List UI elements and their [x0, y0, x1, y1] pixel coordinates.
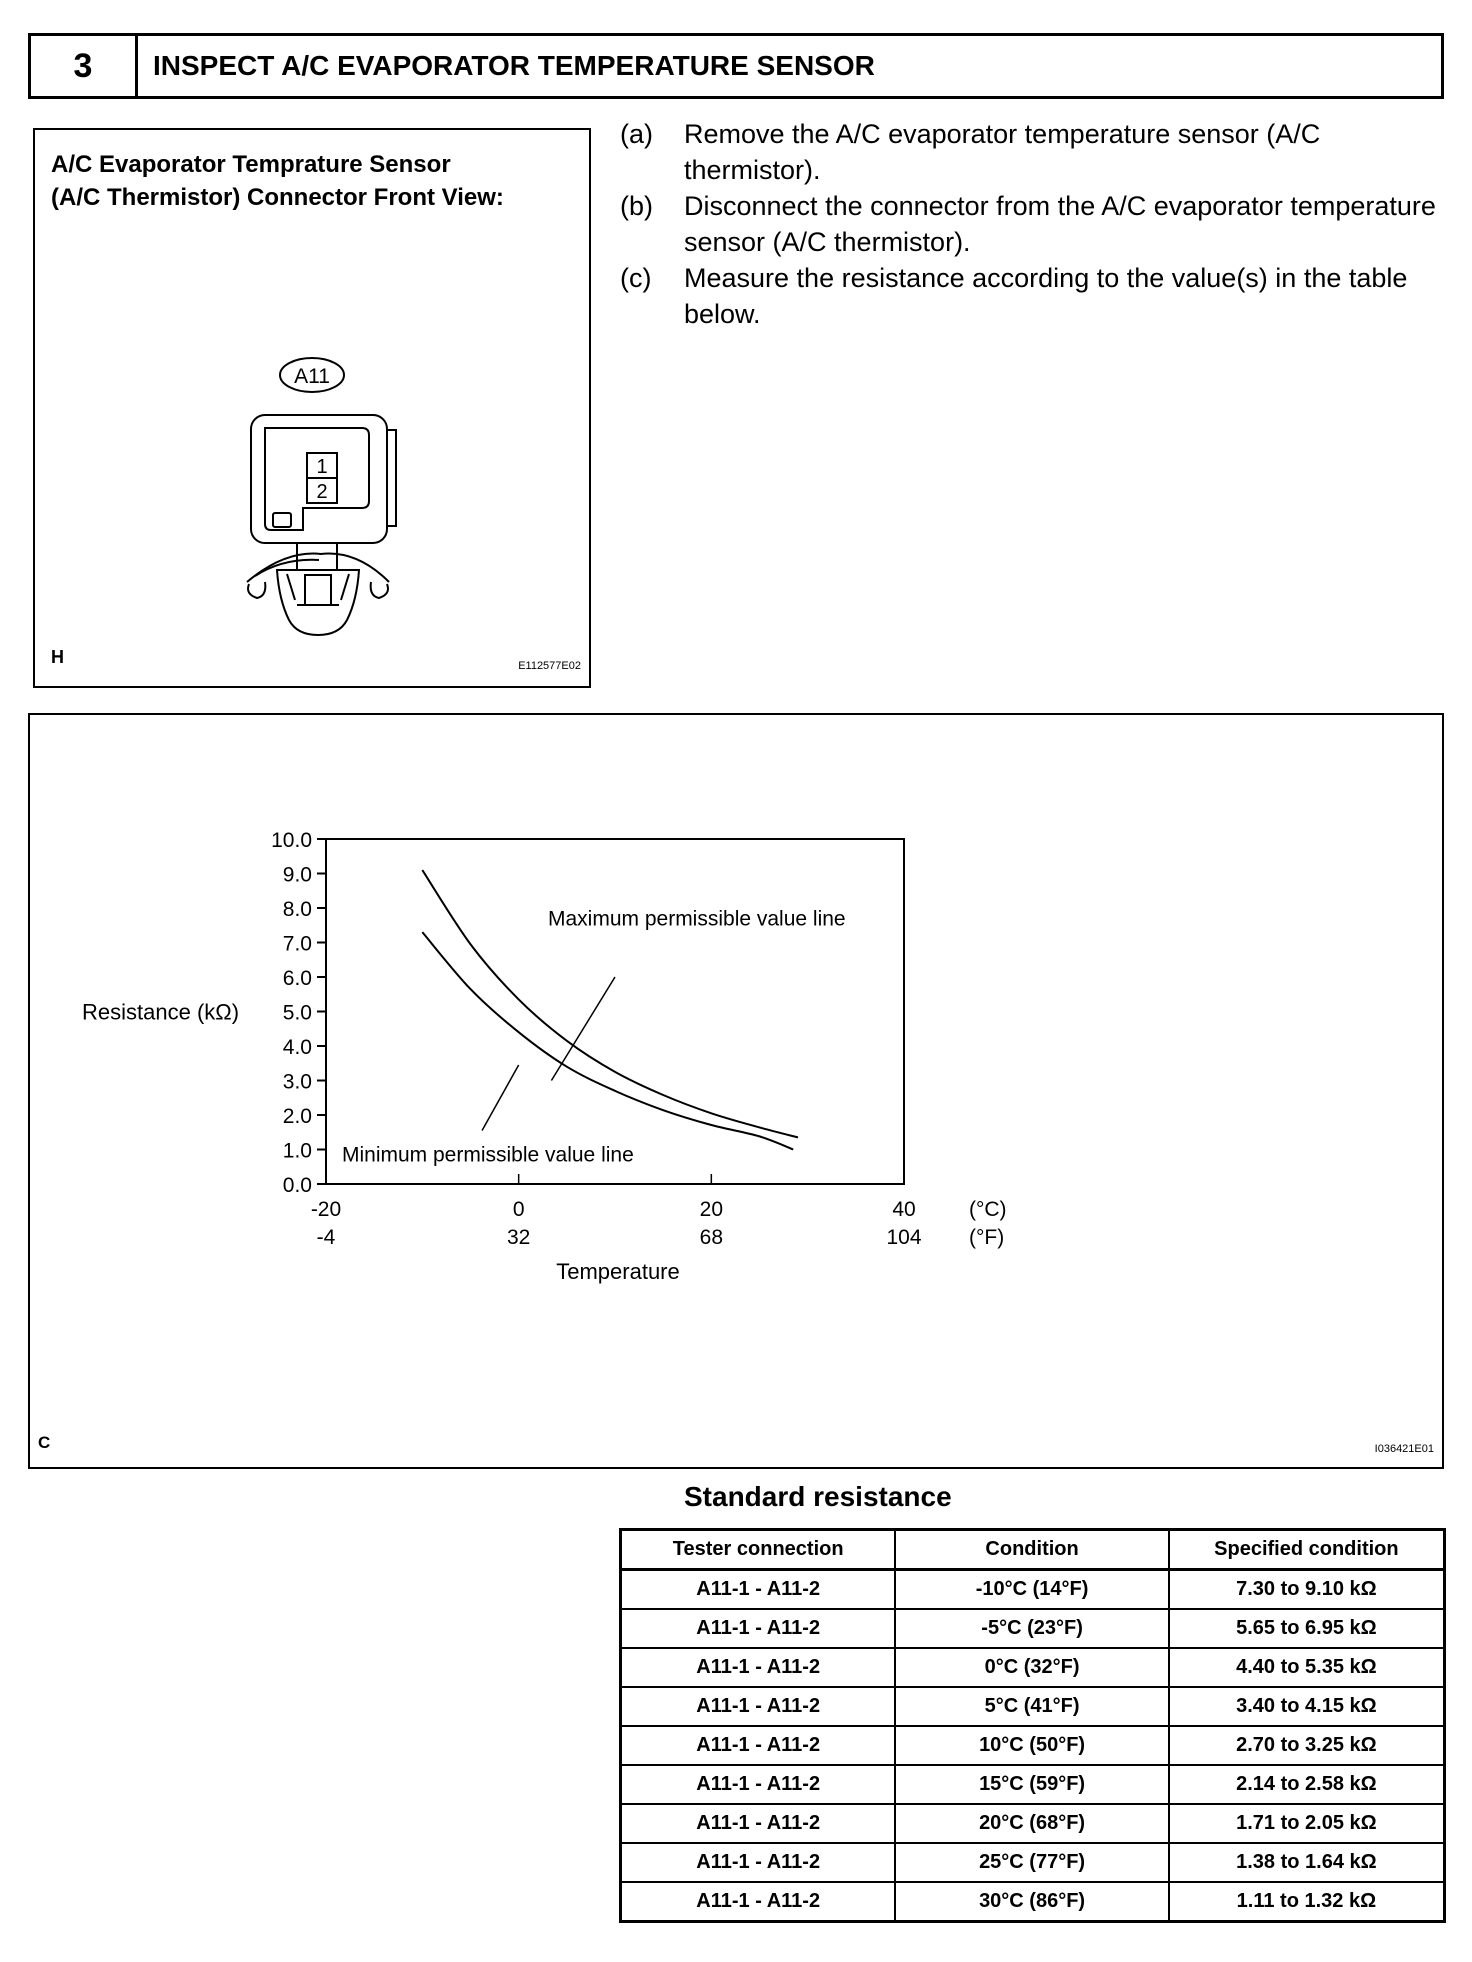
figure-letter: C [38, 1433, 51, 1452]
resistance-chart [30, 715, 1442, 1467]
procedure-steps [620, 116, 1440, 332]
x-unit-f: (°F) [969, 1226, 1005, 1249]
connector-id-label: A11 [294, 365, 330, 388]
table-cell: 25°C (77°F) [895, 1843, 1168, 1882]
table-cell: 0°C (32°F) [895, 1648, 1168, 1687]
table-cell: 10°C (50°F) [895, 1726, 1168, 1765]
connector-key [273, 513, 291, 527]
x-tick-label-c: -20 [310, 1198, 342, 1221]
table-header-cell: Specified condition [1169, 1531, 1443, 1570]
table-cell: A11-1 - A11-2 [622, 1609, 895, 1648]
y-tick-label: 1.0 [282, 1139, 312, 1163]
table-body [622, 1570, 1443, 1921]
x-tick-label-c: 40 [892, 1198, 916, 1221]
table-header-cell: Tester connection [622, 1531, 895, 1570]
x-tick-label-f: 104 [886, 1226, 922, 1249]
table-cell: 1.71 to 2.05 kΩ [1169, 1804, 1443, 1843]
table-cell: 5°C (41°F) [895, 1687, 1168, 1726]
step-title: INSPECT A/C EVAPORATOR TEMPERATURE SENSOR [153, 50, 875, 81]
x-tick-label-c: 0 [512, 1198, 525, 1221]
x-tick-label-f: 32 [506, 1226, 531, 1249]
step-letter: (c) [620, 263, 652, 293]
y-tick-label: 8.0 [282, 898, 312, 921]
table-cell: A11-1 - A11-2 [622, 1804, 895, 1843]
plot-frame [326, 839, 904, 1184]
step-letter: (a) [620, 119, 653, 149]
y-tick-label: 7.0 [282, 932, 312, 956]
table-cell: 20°C (68°F) [895, 1804, 1168, 1843]
table-cell: A11-1 - A11-2 [622, 1570, 895, 1610]
table-header-row [622, 1531, 1443, 1570]
table-row [622, 1843, 1443, 1882]
table-cell: 7.30 to 9.10 kΩ [1169, 1570, 1443, 1610]
table-cell: A11-1 - A11-2 [622, 1648, 895, 1687]
y-axis-label: Resistance (kΩ) [82, 999, 240, 1025]
clip-right-hook [371, 582, 388, 598]
table-row [622, 1765, 1443, 1804]
step-text: Remove the A/C evaporator temperature sensor (A/C thermistor). [684, 119, 1321, 185]
connector-caption-line1: A/C Evaporator Temprature Sensor [51, 151, 451, 178]
y-tick-label: 4.0 [282, 1036, 312, 1059]
step-text: Disconnect the connector from the A/C evaporator temperature sensor (A/C thermistor). [684, 191, 1436, 257]
table-row [622, 1687, 1443, 1726]
table-cell: A11-1 - A11-2 [622, 1726, 895, 1765]
y-tick-label: 5.0 [282, 1001, 312, 1025]
table-cell: 2.70 to 3.25 kΩ [1169, 1726, 1443, 1765]
table-cell: 5.65 to 6.95 kΩ [1169, 1609, 1443, 1648]
x-unit-c: (°C) [969, 1198, 1007, 1221]
max-line-label: Maximum permissible value line [548, 907, 846, 931]
connector-caption-line2: (A/C Thermistor) Connector Front View: [51, 184, 504, 211]
table-cell: 15°C (59°F) [895, 1765, 1168, 1804]
step-c [620, 260, 1440, 332]
x-axis-label: Temperature [556, 1259, 680, 1284]
x-tick-label-c: 20 [699, 1198, 724, 1221]
figure-code: I036421E01 [1374, 1443, 1434, 1455]
table-cell: A11-1 - A11-2 [622, 1687, 895, 1726]
figure-code: E112577E02 [518, 660, 581, 672]
pin-2-label: 2 [316, 481, 328, 503]
table-cell: -10°C (14°F) [895, 1570, 1168, 1610]
y-tick-label: 6.0 [282, 967, 312, 990]
table-cell: 2.14 to 2.58 kΩ [1169, 1765, 1443, 1804]
table-cell: -5°C (23°F) [895, 1609, 1168, 1648]
table-cell: 1.38 to 1.64 kΩ [1169, 1843, 1443, 1882]
connector-side-rib [387, 430, 396, 526]
connector-figure [33, 128, 591, 688]
table-title: Standard resistance [684, 1481, 952, 1512]
standard-resistance-table [619, 1528, 1446, 1923]
table-row [622, 1882, 1443, 1920]
resistance-graph-figure [28, 713, 1444, 1469]
step-letter: (b) [620, 191, 653, 221]
step-header [28, 33, 1444, 99]
min-permissible-line [422, 932, 793, 1149]
table-cell: 4.40 to 5.35 kΩ [1169, 1648, 1443, 1687]
y-tick-label: 2.0 [282, 1105, 312, 1128]
figure-letter: H [51, 647, 64, 667]
y-tick-label: 0.0 [282, 1174, 312, 1197]
table-row [622, 1609, 1443, 1648]
table-row [622, 1648, 1443, 1687]
connector-drawing [35, 130, 589, 686]
min-line-leader [482, 1065, 519, 1131]
max-line-leader [551, 977, 615, 1081]
table-row [622, 1804, 1443, 1843]
clip-left-hook [248, 582, 265, 598]
x-tick-label-f: 68 [699, 1226, 724, 1249]
step-a [620, 116, 1440, 188]
y-tick-label: 3.0 [282, 1070, 312, 1094]
table-row [622, 1726, 1443, 1765]
table-cell: A11-1 - A11-2 [622, 1843, 895, 1882]
table-cell: 3.40 to 4.15 kΩ [1169, 1687, 1443, 1726]
step-b [620, 188, 1440, 260]
x-tick-label-f: -4 [316, 1226, 336, 1249]
table-cell: 30°C (86°F) [895, 1882, 1168, 1920]
step-text: Measure the resistance according to the value(s) in the table below. [684, 263, 1408, 329]
step-number: 3 [31, 36, 138, 96]
table-row [622, 1570, 1443, 1610]
y-tick-label: 10.0 [271, 829, 312, 852]
table-cell: 1.11 to 1.32 kΩ [1169, 1882, 1443, 1920]
table-cell: A11-1 - A11-2 [622, 1882, 895, 1920]
table-header-cell: Condition [895, 1531, 1168, 1570]
min-line-label: Minimum permissible value line [342, 1143, 634, 1167]
table-cell: A11-1 - A11-2 [622, 1765, 895, 1804]
y-tick-label: 9.0 [282, 863, 312, 887]
pin-1-label: 1 [316, 456, 328, 478]
